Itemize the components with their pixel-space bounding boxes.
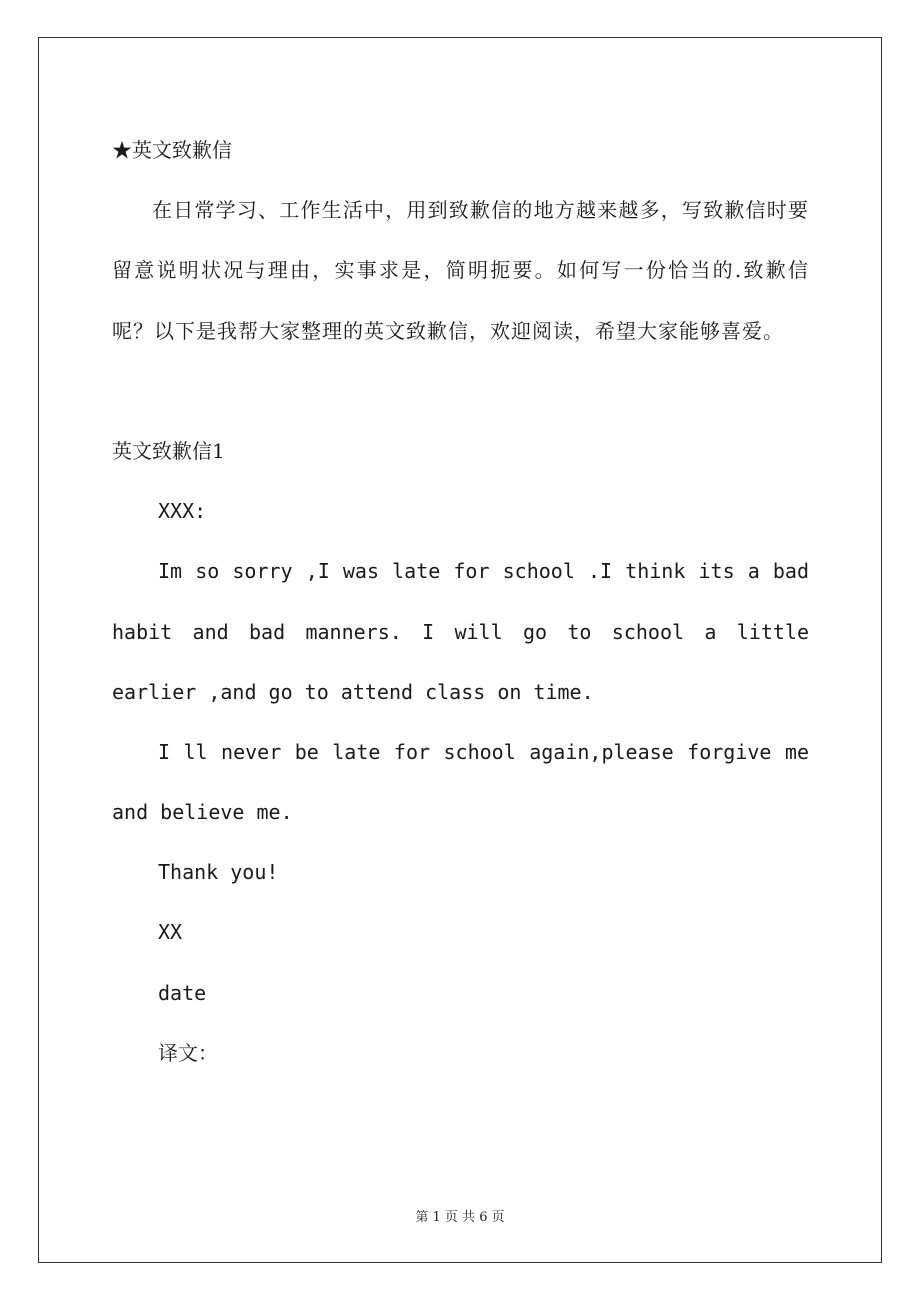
document-body — [112, 120, 809, 1083]
body1-line3: earlier ,and go to attend class on time. — [112, 679, 594, 704]
translation-label: 译文： — [158, 1040, 218, 1065]
body2-line2: and believe me. — [112, 800, 293, 825]
date-line: date — [158, 980, 207, 1005]
closing: Thank you! — [158, 860, 279, 885]
section-heading: 英文致歉信1 — [112, 438, 225, 463]
body1-line2: habit and bad manners. I will go to school a little — [112, 619, 809, 644]
spacer — [112, 361, 809, 421]
intro-paragraph: 在日常学习、工作生活中，用到致歉信的地方越来越多，写致歉信时要留意说明状况与理由，实事求是，简明扼要。如何写一份恰当的.致歉信呢？以下是我帮大家整理的英文致歉信，欢迎阅读，希望大家能够喜爱。 — [112, 198, 809, 343]
body1-line1: Im so sorry ,I was late for school .I think its a bad — [158, 559, 809, 584]
body2-line1: I ll never be late for school again,please forgive me — [158, 739, 809, 764]
salutation: XXX: — [158, 499, 207, 524]
document-title: ★英文致歉信 — [112, 138, 232, 162]
page-footer: 第 1 页 共 6 页 — [415, 1210, 505, 1225]
signature: XX — [158, 920, 183, 945]
